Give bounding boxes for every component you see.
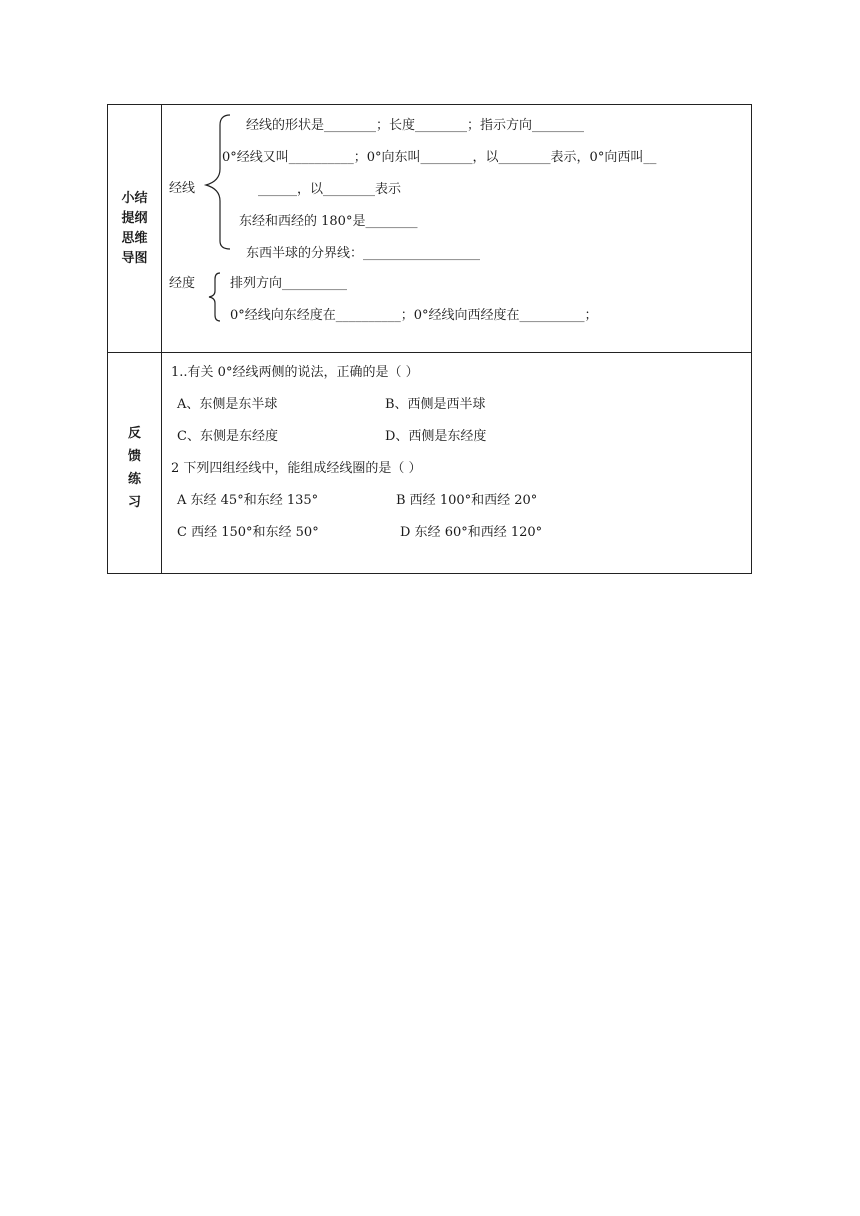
question-2-option-a: A 东经 45°和东经 135° xyxy=(177,493,319,508)
feedback-label-char: 馈 xyxy=(127,449,141,464)
longitude-item-ew: 0°经线向东经度在__________；0°经线向西经度在__________； xyxy=(230,308,598,323)
summary-label-line: 思维 xyxy=(121,231,148,246)
longitude-brace xyxy=(206,271,224,323)
summary-label-line: 提纲 xyxy=(121,211,148,226)
meridian-item-prime-cont: ______，以________表示 xyxy=(258,182,402,197)
question-2-stem: 2 下列四组经线中，能组成经线圈的是（ ） xyxy=(171,461,422,476)
summary-label-line: 导图 xyxy=(121,251,148,266)
question-2-option-b: B 西经 100°和西经 20° xyxy=(396,493,538,508)
meridian-brace xyxy=(202,113,232,251)
column-divider xyxy=(161,105,162,573)
feedback-section-label xyxy=(108,422,161,514)
row-divider xyxy=(108,352,751,353)
meridian-item-prime: 0°经线又叫__________；0°向东叫________，以________表示，0°向西叫__ xyxy=(222,150,657,165)
question-1-option-a: A、东侧是东半球 xyxy=(177,397,278,412)
meridian-heading: 经线 xyxy=(169,181,196,196)
question-1-option-c: C、东侧是东经度 xyxy=(177,429,278,444)
feedback-label-char: 习 xyxy=(127,495,141,510)
question-1-stem: 1..有关 0°经线两侧的说法，正确的是（ ） xyxy=(171,365,419,380)
longitude-heading: 经度 xyxy=(169,276,196,291)
feedback-label-char: 反 xyxy=(127,426,141,441)
worksheet-table xyxy=(107,104,752,574)
meridian-item-180: 东经和西经的 180°是________ xyxy=(239,214,418,229)
meridian-item-shape: 经线的形状是________；长度________；指示方向________ xyxy=(246,118,585,133)
question-2-option-d: D 东经 60°和西经 120° xyxy=(400,525,543,540)
longitude-item-direction: 排列方向__________ xyxy=(230,276,348,291)
question-1-option-b: B、西侧是西半球 xyxy=(385,397,486,412)
feedback-label-char: 练 xyxy=(127,472,141,487)
summary-section-label xyxy=(108,189,161,269)
question-1-option-d: D、西侧是东经度 xyxy=(385,429,487,444)
meridian-item-boundary: 东西半球的分界线：__________________ xyxy=(246,246,481,261)
question-2-option-c: C 西经 150°和东经 50° xyxy=(177,525,319,540)
summary-label-line: 小结 xyxy=(121,191,148,206)
